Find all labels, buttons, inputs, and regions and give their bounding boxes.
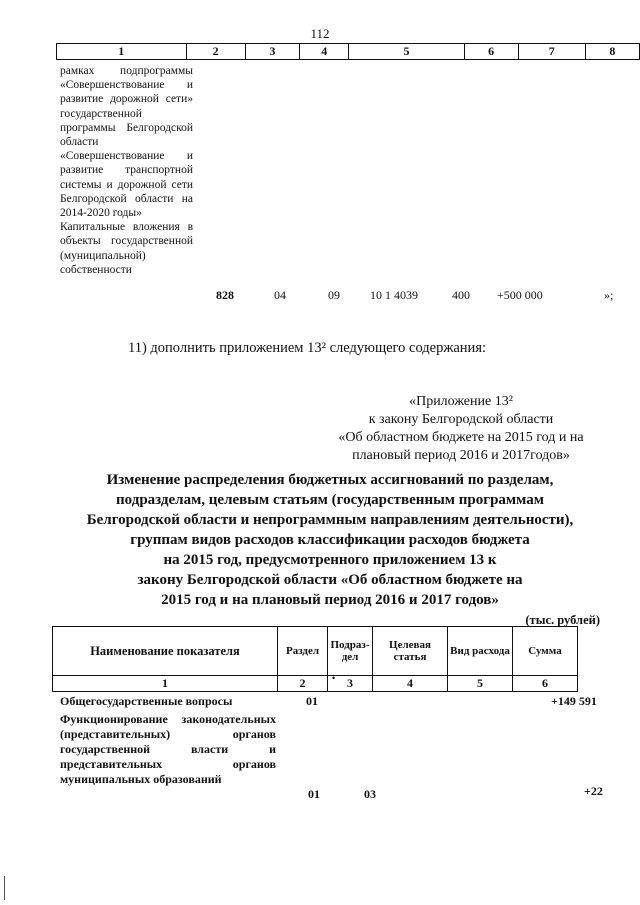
page-number: 112 bbox=[310, 26, 330, 41]
scan-margin-mark bbox=[4, 876, 5, 900]
row-name-text: Функционирование законодательных (представительных) органов государственной власти и представительных органов муниципальных образований bbox=[60, 712, 276, 786]
heading-line: 2015 год и на плановый период 2016 и 2017 годов» bbox=[161, 592, 499, 608]
header-summa: Сумма bbox=[513, 627, 578, 676]
table-continued-header bbox=[56, 43, 640, 60]
summa-value: +500 000 bbox=[497, 288, 543, 302]
col-number: 4 bbox=[373, 676, 448, 692]
col-number: 5 bbox=[349, 44, 464, 60]
row-razdel: 01 bbox=[308, 787, 320, 801]
header-razdel: Раздел bbox=[278, 627, 328, 676]
header-name: Наименование показателя bbox=[53, 627, 278, 676]
row-podrazdel: 03 bbox=[364, 787, 376, 801]
budget-table-header bbox=[52, 626, 578, 692]
heading-line: группам видов расходов классификации расходов бюджета bbox=[130, 532, 530, 548]
units-label: (тыс. рублей) bbox=[525, 613, 600, 627]
col-number: 6 bbox=[513, 676, 578, 692]
heading-line: закону Белгородской области «Об областном бюджете на bbox=[137, 572, 523, 588]
razdel-code: 04 bbox=[274, 288, 286, 302]
col-number: 2 bbox=[278, 676, 328, 692]
col-number: 1 bbox=[57, 44, 187, 60]
amendment-paragraph: 11) дополнить приложением 13² следующего содержания: bbox=[128, 340, 487, 356]
appendix-line: «Приложение 13² bbox=[409, 394, 513, 409]
closing-quote: »; bbox=[604, 288, 614, 302]
row-description bbox=[60, 64, 193, 277]
appendix-line: «Об областном бюджете на 2015 год и на bbox=[338, 430, 584, 445]
col-number: 8 bbox=[585, 44, 639, 60]
celevaya-code: 10 1 4039 bbox=[370, 288, 418, 302]
appendix-title bbox=[320, 393, 602, 465]
col-number: 3 bbox=[245, 44, 299, 60]
podrazdel-code: 09 bbox=[328, 288, 340, 302]
vid-code: 400 bbox=[452, 288, 470, 302]
heading-line: подразделам, целевым статьям (государственным программам bbox=[116, 492, 544, 508]
col-number: • 3 bbox=[328, 676, 373, 692]
row-name: Общегосударственные вопросы bbox=[60, 694, 233, 708]
ved-code: 828 bbox=[216, 288, 234, 302]
row-summa: +149 591 bbox=[551, 694, 597, 708]
heading-line: Изменение распределения бюджетных ассигнований по разделам, bbox=[106, 472, 554, 488]
col-number: 2 bbox=[186, 44, 245, 60]
document-heading bbox=[60, 470, 600, 610]
row-description-text: Капитальные вложения в объекты государственной (муниципальной) собственности bbox=[60, 221, 193, 276]
row-summa: +22 bbox=[584, 784, 603, 798]
row-razdel: 01 bbox=[306, 694, 318, 708]
header-vid: Вид расхода bbox=[448, 627, 513, 676]
col-number: 1 bbox=[53, 676, 278, 692]
appendix-line: к закону Белгородской области bbox=[368, 412, 554, 427]
row-name bbox=[60, 712, 276, 787]
heading-line: на 2015 год, предусмотренного приложением 13 к bbox=[163, 552, 497, 568]
col-number: 6 bbox=[464, 44, 518, 60]
col-number: 4 bbox=[299, 44, 348, 60]
col-number: 7 bbox=[518, 44, 585, 60]
row-description-text: рамках подпрограммы «Совершенствование и развитие дорожной сети» государственной программы Белгородской области «Совершенствование и развитие транспортной системы и дорожной сети Белгородской области на 2014-2020 годы» bbox=[60, 65, 193, 220]
appendix-line: плановый период 2016 и 2017годов» bbox=[352, 448, 570, 463]
col-number: 5 bbox=[448, 676, 513, 692]
heading-line: Белгородской области и непрограммным направлениям деятельности), bbox=[86, 512, 574, 528]
header-podrazdel: Подраз-дел bbox=[328, 627, 373, 676]
header-celevaya: Целевая статья bbox=[373, 627, 448, 676]
